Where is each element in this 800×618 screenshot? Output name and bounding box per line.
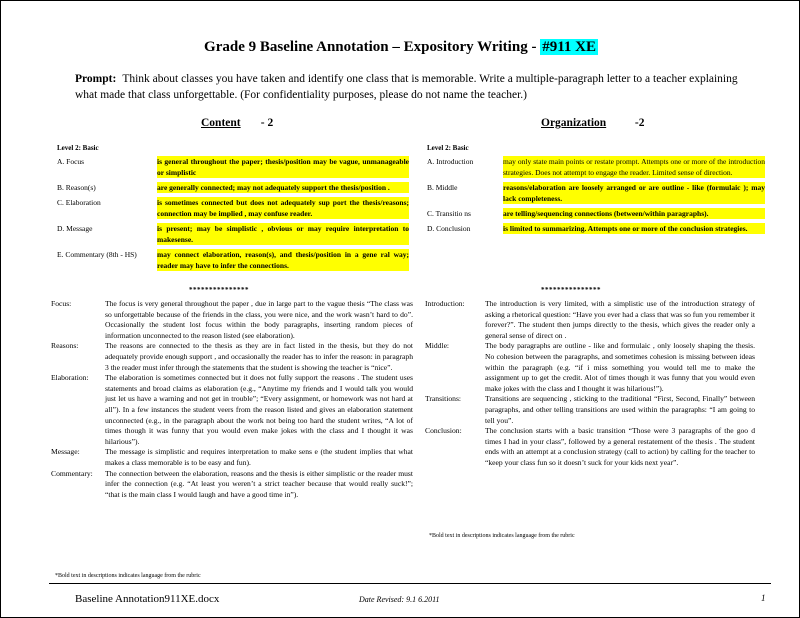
note-row — [51, 341, 413, 373]
note-label: Conclusion: — [425, 426, 462, 436]
note-label: Elaboration: — [51, 373, 89, 383]
note-text: The focus is very general throughout the paper , due in large part to the vague thesis “The class was so unforgettable because of the friends in the class, you were nice, and the work wasn’t hard to do”. Occasionally the student lost focus within the body paragraphs, inserting random pieces of information unconnected to the reason listed (see elaboration). — [105, 299, 413, 340]
organization-title: Organization — [541, 117, 607, 129]
rubric-row — [57, 197, 409, 219]
note-text: The introduction is very limited, with a simplistic use of the introduction strategy of asking a rhetorical question: “Have you ever had a class that was so fun you remember it forever?”. The student then jumps directly to the thesis, which gives the reader only a general sense of direct on . — [485, 299, 755, 340]
organization-separator: *************** — [541, 286, 601, 294]
note-text: The message is simplistic and requires interpretation to make sens e (the student implies that what makes a class memorable is to be easy and fun). — [105, 447, 413, 467]
rubric-text: may connect elaboration, reason(s), and thesis/position in a gene ral way; reader may have to infer the connections. — [157, 250, 409, 270]
rubric-text: are telling/sequencing connections (between/within paragraphs). — [503, 208, 765, 219]
rubric-label: E. Commentary (8th - HS) — [57, 250, 137, 259]
rubric-label: D. Message — [57, 224, 93, 233]
note-label: Introduction: — [425, 299, 465, 308]
rubric-text: is sometimes connected but does not adequately sup port the thesis/reasons; connection may be implied , may confuse reader. — [157, 198, 409, 218]
rubric-row — [427, 156, 765, 178]
student-code: #911 XE — [542, 39, 596, 55]
note-label: Middle: — [425, 341, 450, 351]
note-text: The conclusion starts with a basic transition “Those were 3 paragraphs of the goo d times I had in your class”, followed by a general restatement of the thesis . The student ends with an attempt at a conclusion strategy (call to action) by calling for the teacher to “keep your class fun so it doesn’t suck for your kids next year”. — [485, 426, 755, 467]
rubric-text: is general throughout the paper; thesis/position may be vague, unmanageable or simplistic — [157, 157, 409, 177]
rubric-label: B. Middle — [427, 183, 458, 192]
note-row — [425, 394, 755, 426]
content-score: - 2 — [260, 117, 274, 129]
note-row — [51, 299, 413, 341]
rubric-text: is limited to summarizing. Attempts one or more of the conclusion strategies. — [503, 223, 765, 234]
rubric-label: B. Reason(s) — [57, 183, 96, 192]
prompt — [75, 71, 755, 103]
note-label: Focus: — [51, 299, 72, 308]
rubric-text: may only state main points or restate prompt. Attempts one or more of the introduction strategies. Does not attempt to engage the reader. Limited sense of direction. — [503, 157, 765, 177]
rubric-text: are generally connected; may not adequately support the thesis/position . — [157, 182, 409, 193]
content-notes — [51, 299, 413, 500]
title-text: Grade 9 Baseline Annotation – Expository Writing - — [204, 39, 541, 55]
prompt-label: Prompt: — [75, 73, 117, 85]
content-rubric — [57, 143, 409, 271]
rubric-text: is present; may be simplistic , obvious or may require interpretation to makesense. — [157, 224, 409, 244]
note-row — [425, 426, 755, 468]
rubric-row — [427, 208, 765, 219]
note-label: Commentary: — [51, 468, 93, 478]
rubric-row — [57, 156, 409, 178]
note-text: Transitions are sequencing , sticking to the traditional “First, Second, Finally” between paragraphs, and other telling transitions are used within the paragraphs: “I am going to tell you”. — [485, 394, 755, 425]
footer-divider — [49, 583, 771, 584]
content-separator: *************** — [189, 286, 249, 294]
organization-notes — [425, 299, 755, 469]
content-bold-note: *Bold text in descriptions indicates language from the rubric — [55, 573, 201, 579]
organization-score: -2 — [634, 117, 645, 129]
organization-bold-note: *Bold text in descriptions indicates language from the rubric — [429, 533, 575, 539]
rubric-text: reasons/elaboration are loosely arranged or are outline - like (formulaic ); may lack completeness. — [503, 183, 765, 203]
rubric-row — [57, 249, 409, 271]
rubric-label: A. Focus — [57, 157, 85, 166]
page-title — [1, 39, 800, 56]
note-text: The body paragraphs are outline - like and formulaic , only loosely shaping the thesis. No cohesion between the paragraphs, and sometimes cohesion is missing between ideas within the paragraph (e.g. “if i miss something you would tell me to make the assignment up to get the credit. Alot of times though it was funny that you would even make jokes with the class and I thought it was hilarious!”). — [485, 341, 755, 393]
note-row — [425, 341, 755, 394]
organization-heading — [541, 117, 645, 129]
note-label: Transitions: — [425, 394, 462, 404]
rubric-label: C. Elaboration — [57, 198, 101, 207]
footer-filename: Baseline Annotation911XE.docx — [75, 593, 220, 605]
rubric-row — [427, 223, 765, 234]
prompt-text: Think about classes you have taken and identify one class that is memorable. Write a multiple-paragraph letter to a teacher explaining what made that class unforgettable. (For confidentiality purposes, please do not name the teacher.) — [75, 73, 738, 101]
note-row — [51, 469, 413, 501]
rubric-row — [427, 182, 765, 204]
note-text: The reasons are connected to the thesis as they are in fact listed in the thesis, but they do not adequately provide enough support , and occasionally the reader has to infer the reason: in paragraph 3 the reader must infer through the statements that the student is showing the teacher is “nice”. — [105, 341, 413, 372]
note-row — [51, 447, 413, 468]
organization-level: Level 2: Basic — [427, 144, 469, 152]
note-row — [51, 373, 413, 447]
organization-rubric — [427, 143, 765, 234]
note-text: The elaboration is sometimes connected but it does not fully support the reasons . The student uses statements and broad claims as elaboration (e.g., “Anytime my friends and I would talk you would just let us have a warning and not get in trouble”; “Every assignment, or homework was not hard at all”). In a few instances the student veers from the reason listed and gives an elaboration statement unconnected (e.g., in the paragraph about the work not being too hard the student writes, “A lot of times though it was funny that you would even make jokes with the class and I thought it was hilarious”). — [105, 373, 413, 446]
content-title: Content — [201, 117, 241, 129]
footer-date: Date Revised: 9.1 6.2011 — [359, 595, 440, 604]
content-heading — [201, 117, 273, 129]
rubric-row — [57, 182, 409, 193]
note-label: Reasons: — [51, 341, 79, 351]
content-level: Level 2: Basic — [57, 144, 99, 152]
rubric-label: A. Introduction — [427, 157, 474, 166]
page-number: 1 — [761, 593, 766, 603]
rubric-label: D. Conclusion — [427, 224, 471, 233]
rubric-row — [57, 223, 409, 245]
note-label: Message: — [51, 447, 80, 457]
rubric-label: C. Transitio ns — [427, 209, 471, 218]
note-row — [425, 299, 755, 341]
note-text: The connection between the elaboration, reasons and the thesis is either simplistic or the reader must infer the connection (e.g. “At least you weren’t a strict teacher because that would really suck!”; “that is the main class I would laugh and have a good time in”). — [105, 468, 413, 499]
